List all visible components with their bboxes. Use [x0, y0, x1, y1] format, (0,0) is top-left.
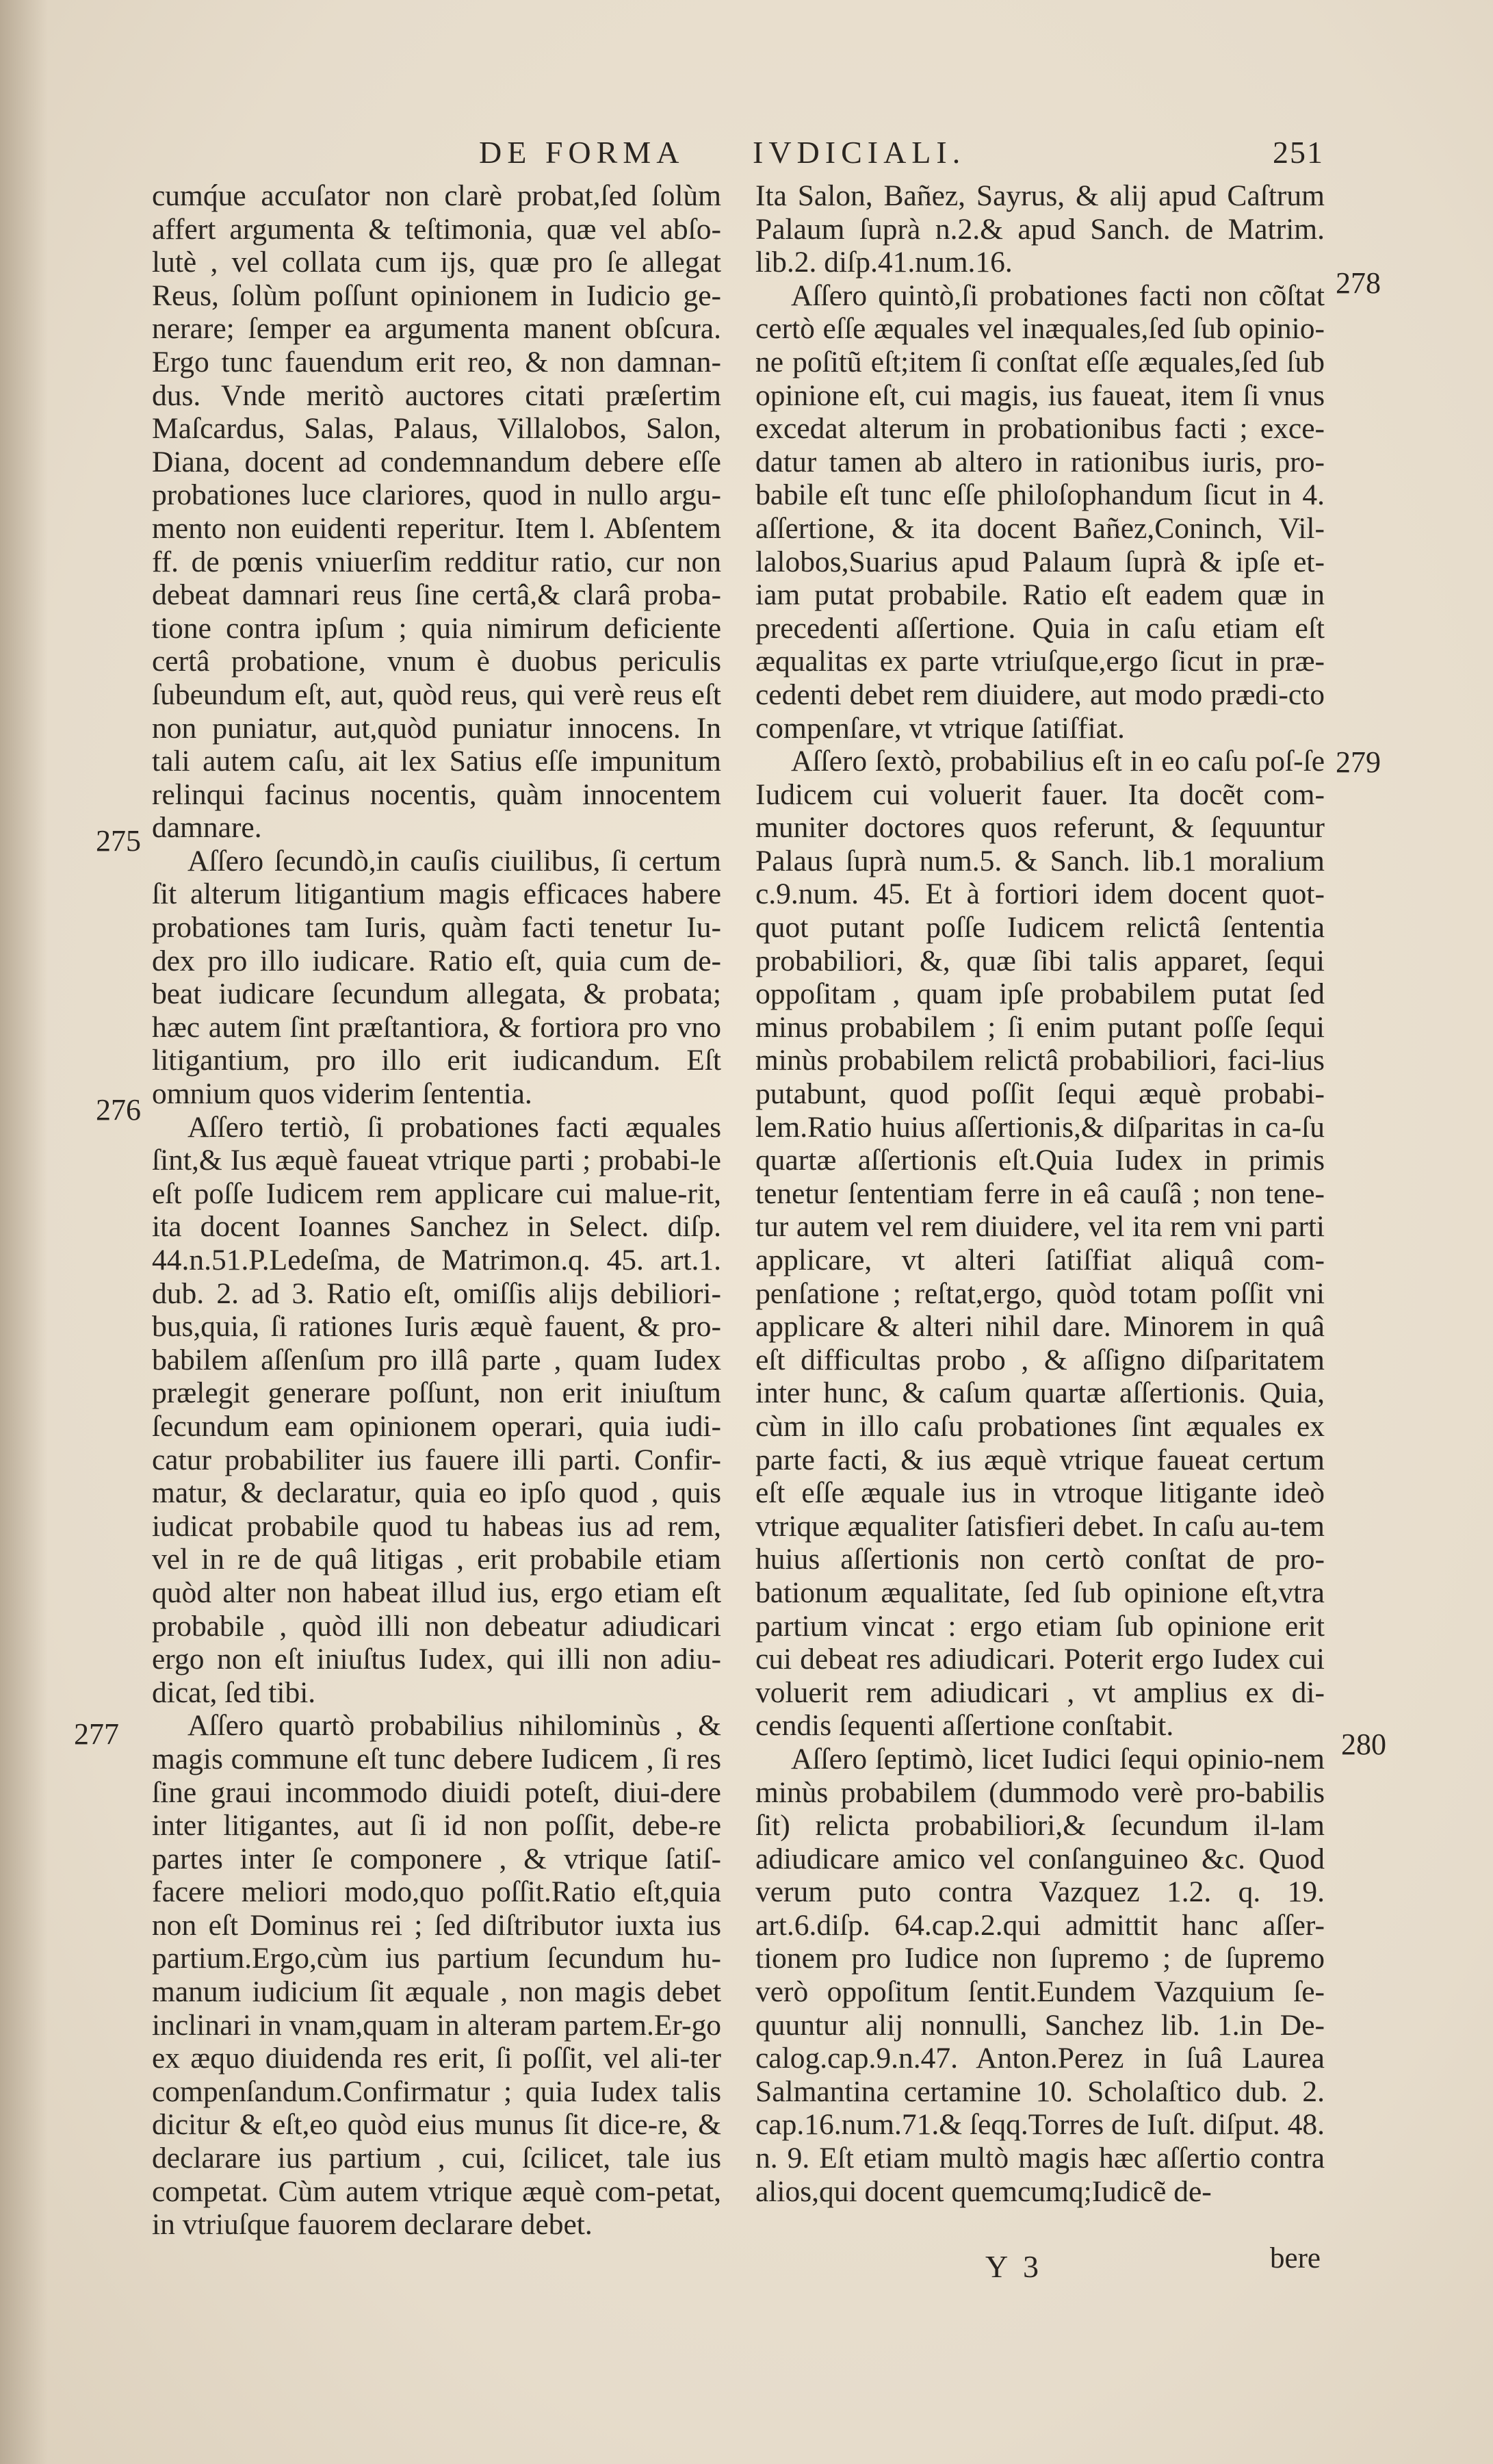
signature-mark: Y 3: [985, 2249, 1043, 2284]
running-header: [479, 134, 1368, 182]
left-column: [152, 179, 721, 2242]
page-number: 251: [1273, 135, 1324, 170]
margin-number-276: 276: [96, 1093, 141, 1127]
margin-number-280: 280: [1341, 1728, 1386, 1761]
right-paragraph-1: Ita Salon, Bañez, Sayrus, & alij apud Caſtrum Palaum ſuprà n.2.& apud Sanch. de Matrim. lib.2. diſp.41.num.16.: [755, 179, 1325, 279]
margin-number-275: 275: [96, 824, 141, 858]
running-title-left: DE FORMA: [479, 135, 685, 170]
margin-number-279: 279: [1336, 745, 1381, 779]
left-paragraph-1: cumq́ue accuſator non clarè probat,ſed ſolùm affert argumenta & teſtimonia, quæ vel abſo-lutè , vel collata cum ijs, quæ pro ſe allegat Reus, ſolùm poſſunt opinionem in Iudicio ge-nerare; ſemper ea argumenta manent obſcura. Ergo tunc fauendum erit reo, & non damnan-dus. Vnde meritò auctores citati præſertim Maſcardus, Salas, Palaus, Villalobos, Salon, Diana, docent ad condemnandum debere eſſe probationes luce clariores, quod in nullo argu-mento non euidenti reperitur. Item l. Abſentem ff. de pœnis vniuerſim redditur ratio, cur non debeat damnari reus ſine certâ,& clarâ proba-tione contra ipſum ; quia nimirum deficiente certâ probatione, vnum è duobus periculis ſubeundum eſt, aut, quòd reus, qui verè reus eſt non puniatur, aut,quòd puniatur innocens. In tali autem caſu, ait lex Satius eſſe impunitum relinqui facinus nocentis, quàm innocentem damnare.: [152, 179, 721, 845]
catchword: bere: [1270, 2242, 1321, 2274]
gutter-shadow: [0, 0, 48, 2464]
running-title-right: IVDICIALI.: [753, 135, 966, 170]
right-paragraph-4: Aſſero ſeptimò, licet Iudici ſequi opinio-nem minùs probabilem (dummodo verè pro-babilis ſit) relicta probabiliori,& ſecundum il-lam adiudicare amico vel conſanguineo &c. Quod verum puto contra Vazquez 1.2. q. 19. art.6.diſp. 64.cap.2.qui admittit hanc aſſer-tionem pro Iudice non ſupremo ; de ſupremo verò oppoſitum ſentit.Eundem Vazquium ſe-quuntur alij nonnulli, Sanchez lib. 1.in De-calog.cap.9.n.47. Anton.Perez in ſuâ Laurea Salmantina certamine 10. Scholaſtico dub. 2. cap.16.num.71.& ſeqq.Torres de Iuſt. diſput. 48. n. 9. Eſt etiam multò magis hæc aſſertio contra alios,qui docent quemcumq;Iudicẽ de-: [755, 1742, 1325, 2208]
right-paragraph-3: Aſſero ſextò, probabilius eſt in eo caſu poſ-ſe Iudicem cui voluerit fauer. Ita docẽt com-muniter doctores quos referunt, & ſequuntur Palaus ſuprà num.5. & Sanch. lib.1 moralium c.9.num. 45. Et à fortiori idem docent quot-quot putant poſſe Iudicem relictâ ſententia probabiliori, &, quæ ſibi talis apparet, ſequi oppoſitam , quam ipſe probabilem putat ſed minus probabilem ; ſi enim putant poſſe ſequi minùs probabilem relictâ probabiliori, faci-lius putabunt, quod poſſit ſequi æquè probabi-lem.Ratio huius aſſertionis,& diſparitas in ca-ſu quartæ aſſertionis eſt.Quia Iudex in primis tenetur ſententiam ferre in eâ cauſâ ; non tene-tur autem vel rem diuidere, vel ita rem vni parti applicare, vt alteri ſatiſfiat aliquâ com-penſatione ; reſtat,ergo, quòd totam poſſit vni applicare & alteri nihil dare. Minorem in quâ eſt difficultas probo , & aſſigno diſparitatem inter hunc, & caſum quartæ aſſertionis. Quia, cùm in illo caſu probationes ſint æquales ex parte facti, & ius æquè vtrique faueat certum eſt eſſe æquale ius in vtroque litigante ideò vtrique æqualiter ſatisfieri debet. In caſu au-tem huius aſſertionis non certò conſtat de pro-bationum æqualitate, ſed ſub opinione eſt,vtra partium vincat : ergo etiam ſub opinione erit cui debeat res adiudicari. Poterit ergo Iudex cui voluerit rem adiudicari , vt amplius ex di-cendis ſequenti aſſertione conſtabit.: [755, 745, 1325, 1743]
right-column: [755, 179, 1325, 2208]
left-paragraph-4: Aſſero quartò probabilius nihilominùs , & magis commune eſt tunc debere Iudicem , ſi res ſine graui incommodo diuidi poteſt, diui-dere inter litigantes, aut ſi id non poſſit, debe-re partes inter ſe componere , & vtrique ſatiſ-facere meliori modo,quo poſſit.Ratio eſt,quia non eſt Dominus rei ; ſed diſtributor iuxta ius partium.Ergo,cùm ius partium ſecundum hu-manum iudicium ſit æquale , non magis debet inclinari in vnam,quam in alteram partem.Er-go ex æquo diuidenda res erit, ſi poſſit, vel ali-ter compenſandum.Confirmatur ; quia Iudex talis dicitur & eſt,eo quòd eius munus ſit dice-re, & declarare ius partium , cui, ſcilicet, tale ius competat. Cùm autem vtrique æquè com-petat, in vtriuſque fauorem declarare debet.: [152, 1709, 721, 2242]
left-paragraph-2: Aſſero ſecundò,in cauſis ciuilibus, ſi certum ſit alterum litigantium magis efficaces habere probationes tam Iuris, quàm facti tenetur Iu-dex pro illo iudicare. Ratio eſt, quia cum de-beat iudicare ſecundum allegata, & probata; hæc autem ſint præſtantiora, & fortiora pro vno litigantium, pro illo erit iudicandum. Eſt omnium quos viderim ſententia.: [152, 844, 721, 1111]
left-paragraph-3: Aſſero tertiò, ſi probationes facti æquales ſint,& Ius æquè faueat vtrique parti ; probabi-le eſt poſſe Iudicem rem applicare cui malue-rit, ita docent Ioannes Sanchez in Select. diſp. 44.n.51.P.Ledeſma, de Matrimon.q. 45. art.1. dub. 2. ad 3. Ratio eſt, omiſſis alijs debiliori-bus,quia, ſi rationes Iuris æquè fauent, & pro-babilem aſſenſum pro illâ parte , quam Iudex prælegit generare poſſunt, non erit iniuſtum ſecundum eam opinionem operari, quia iudi-catur probabiliter ius fauere illi parti. Confir-matur, & declaratur, quia eo ipſo quod , quis iudicat probabile quod tu habeas ius ad rem, vel in re de quâ litigas , erit probabile etiam quòd alter non habeat illud ius, ergo etiam eſt probabile , quòd illi non debeatur adiudicari ergo non eſt iniuſtus Iudex, qui illi non adiu-dicat, ſed tibi.: [152, 1110, 721, 1709]
right-paragraph-2: Aſſero quintò,ſi probationes facti non cõſtat certò eſſe æquales vel inæquales,ſed ſub opinio-ne poſitũ eſt;item ſi conſtat eſſe æquales,ſed ſub opinione eſt, cui magis, ius faueat, item ſi vnus excedat alterum in probationibus facti ; exce-datur tamen ab altero in rationibus iuris, pro-babile eſt tunc eſſe philoſophandum ſicut in 4. aſſertione, & ita docent Bañez,Coninch, Vil-lalobos,Suarius apud Palaum ſuprà & ipſe et-iam putat probabile. Ratio eſt eadem quæ in precedenti aſſertione. Quia in caſu etiam eſt æqualitas ex parte vtriuſque,ergo ſicut in præ-cedenti debet rem diuidere, aut modo prædi-cto compenſare, vt vtrique ſatiſfiat.: [755, 279, 1325, 745]
margin-number-278: 278: [1336, 266, 1381, 300]
margin-number-277: 277: [74, 1717, 119, 1751]
